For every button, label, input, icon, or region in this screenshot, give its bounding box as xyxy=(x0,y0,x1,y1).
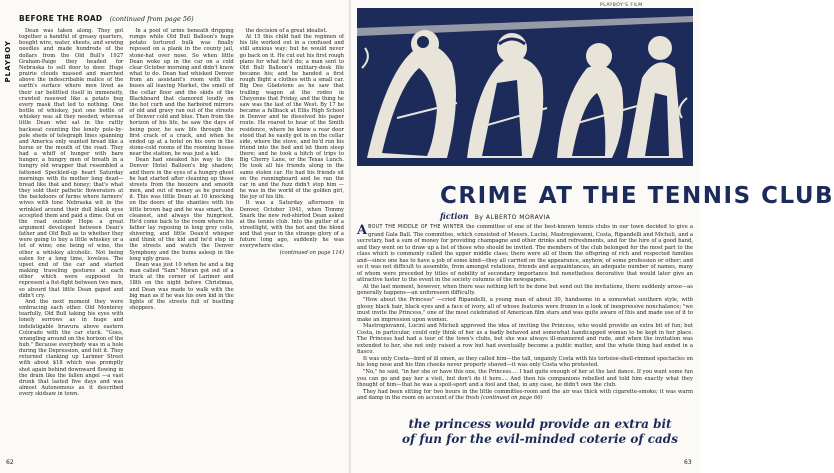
paragraph-text: They had been sitting for two hours in the little committee-room and the air was thick with cigarette-smoke; it was warm and damp in the room on account of the fresh xyxy=(357,388,693,402)
story-body xyxy=(357,224,693,402)
paragraph-text: the committee of one of the best-known tennis clubs in our town decided to give a grand Gala Ball. The committee, which consisted of Messrs. Lucini, Mastrogiovanni, Costa, Ripandelli and Micheli, and a secretary, had a sum of money for providing champagne and other drinks and refreshments, and for the hire of a good band, and they went on to draw up a list of those who should be invited. The members of the club belonged for the most part to the class which is commonly called the upper middle class; there were all of them the offspring of rich and respected families and—since one has to have a job of some kind—they all carried on the appearance, anyhow, of some profession or other; and so it was not difficult to assemble, from amongst relations, friends and acquaintances, an adequate number of names, many of whom were preceded by titles of nobility of secondary importance but nonetheless decorative that would later give an attractive luster to the event in the society columns of the newspapers. xyxy=(357,224,694,284)
lead-caps: BOUT THE MIDDLE OF THE WINTER xyxy=(368,225,464,230)
paragraph: Mastrogiovanni, Lucini and Micheli approved the idea of inviting the Princess, who would provide an extra bit of fun; but Costa, in particular, could only think of her as a badly behaved and somewhat handicapped woman to be kept in her place. The Princess had had a tour of the town's clubs, but she was always ill-mannered and rude, and when the invitation was extended to her, she not only raised a row but had eventually become a public matter, and the whole thing had ended in a fiasco. xyxy=(357,323,693,356)
paragraph: Dean was taken along. They got together a handful of greasy quarters, bought wire, water, sheets, and sewing needles and made hundreds of the dollars from the Old Bull's 1927 Graham-Paige they headed for Nebraska to sell door to door. Huge prairie clouds massed and marched above the indescribable malice of the earth's surface where men lived as their car belittled itself in immensity, crawled rasewed like a potato bug every mask that led to nothing. One bottle of whiskey, just one bottle of whiskey was all they needed; whereas little Dean who sat in the rattly backseat counting the lonely pole-by-pole sheds of telegraph lines spanning and America only wanted bread like a horse or the mouth of the road. They had a whiff of hunger with bare hunger, a hungry men of breath in a hungry old wrapper that resembled a fattened Speckled-up heart Saturday mornings with its mother long dead—bread like that and honey; that's what they sold their pathetic flowerators at the backdoors of farms where farmers' wives with lone Nebraska wit in the wrinkled around their dull blank eyes accepted them and paid a dime. Out on the road outside Hope a great argument developed between Dean's father and Old Bull as to whether they were going to buy a little whiskey or a lot of wine; one being of wine, the other a whiskey alcoholic. Not being eaten for a long time, loveless. The upset end of the car and started making traveling gestures at each other which were supposed to represent a fist-fight between two men, so absurd that little Dean gaped and didn't cry. xyxy=(19,28,124,299)
left-column-3 xyxy=(240,28,344,458)
paragraph: "No," he said, "in her she or have this one, the Princess.... I had quite enough of her at the last dance. If you want some fun you can go and pay her a visit, but don't do it here.... And then his companions rebelled and told him exactly what they thought of him—that he was a spoil-sport and a fool and that, in any case, he didn't own the club. xyxy=(357,369,693,389)
section-continued: (continued from page 56) xyxy=(109,15,194,23)
page-gutter xyxy=(349,0,351,473)
fiction-label: fiction xyxy=(440,211,469,221)
paragraph: "How about the Princess" —cried Ripandelli, a young man of about 30, handsome in a somewhat southern style, with glossy black hair, black eyes and a face of ivory, all of whose features were frozen in a look of inexpressive nonchalance; "we must invite the Princess," one of the most celebrated of American film stars and was quite aware of this and made use of it to make an impression upon women. xyxy=(357,297,693,323)
left-column-1 xyxy=(19,28,123,458)
section-title: BEFORE THE ROAD xyxy=(19,14,103,23)
paragraph: the decision of a great idealist. xyxy=(245,28,328,34)
author-name: By ALBERTO MORAVIA xyxy=(474,214,551,221)
drop-cap: A xyxy=(357,223,368,238)
paragraph: In a pool of urine beneath dripping rumps while Old Bull Balloon's huge potato tortured bulk was finally reposed on a plank in the county jail, stone-hat over nose. So when little Dean woke up in the car on a cold clear October morning and didn't know what to do. Dean had whisked Denver from an assistant's room with the buses all leaving Market, the smell of the cellar floor and the skids of the Blackboard that clamored loudly on the hot curb and the harbored mirrors of old and gravy ran out of the streets of Denver cold and blue. Then from the horizon of his life, he saw the days of being poor, he saw life through the first crack of a crack, and when he ended up at a hotel on his own in the stone-cold rooms of the rooming house near the station, he was just a kid. xyxy=(129,28,234,158)
paragraph: It was only Costa—bird of ill omen, as they called him—the tall, ungainly Costa with his tortoise-shell-rimmed spectacles on his long nose and his thin cheeks never properly shaved—it was only Costa who protested. xyxy=(357,355,693,369)
pull-quote: the princess would provide an extra bit of fun for the evil-minded coterie of cads xyxy=(402,417,678,446)
magazine-header: PLAYBOY'S FILM xyxy=(600,3,643,8)
paragraph: Dean was just 10 when he and a big man called "Sam" Moran got out of a truck at the corner of Larimer and 18th on the night before Christmas, and Dean was made to walk with the big man as if he was his own kid in the lights of the streets full of bustling shoppers. xyxy=(129,261,234,312)
continued-note: (continued on page 66) xyxy=(480,395,543,402)
page-number-left: 62 xyxy=(6,459,14,466)
left-column-2 xyxy=(129,28,233,458)
story-illustration xyxy=(357,8,693,166)
continued-note: (continued on page 114) xyxy=(279,249,344,256)
lead-paragraph xyxy=(357,224,693,284)
paragraph: Dean had sneaked his way to the Denver Hotel Balloon's big shadow; and there in the eyes of a hungry ghost he had started after cleaning up those streets from the boozers and smooth men, and out of money as he pursued it. This was little Dean at 10 knocking on the doors of the shanties with his little brown bag and he was smart, the cleanest, and always the hungriest. He'd come back to the room where his father lay reposing in long grey coils, shivering, and little Dean'd whisper and think of the kid and he'd stop in the streets and watch the Denver Symphony and the bums asleep in the long ugly grass. xyxy=(129,157,234,262)
left-section-header xyxy=(19,14,344,26)
story-title: CRIME AT THE TENNIS CLUB xyxy=(440,183,834,209)
left-columns xyxy=(19,28,344,458)
paragraph: It was a Saturday afternoon in Denver, October 1941, when Tommy Snark the new red-shirted Dean asked at the tennis club. Into the gutter of a streetlight, with the hot and the blond and that year in the strange glory of a future long ago, suddenly he was everywhere else. xyxy=(239,200,344,250)
side-label: PLAYBOY xyxy=(4,40,12,83)
paragraph: At 15 this child had the regimen of his life worked out in a confused and still anxious way; but he would never go back on it. He cut out his first rough plans for what he'd do; a man sent to Old Bull Balloon's military-desk file became his; and he handed a first rough flight a clothes with a small car. Big Dee Gladstone as he saw that trailing wagon at the rodeo in Cheyenne that Friday, and the thing he saw was the last of the West. By 17 he became a fullback at Ellis High School in Denver and he dissolved his paper route. He roared to hear of the Smith residence, where he knew a rear door stood that he easily got in on the cellar side, where the stove, and he'd run his friend into the bed and let them sleep there; and he took a hitch of trips to Big Cherry Lane, or the Texas Lunch. He took all his friends along in the same stolen car. He had his friends sit on the runningboard and he ran the car in and the fuzz didn't stop him — he was in the world of the golden girl, the joy of his life. xyxy=(239,34,344,201)
page-number-right: 63 xyxy=(684,459,692,466)
paragraph: At the last moment, however, when there was nothing left to be done but send out the invitations, there suddenly arose—as generally happens—an unforeseen difficulty. xyxy=(357,283,693,297)
paragraph: And the next moment they were embracing each other. Old Monterey tearfully, Old Bull taking his eyes with lonely sorrows as in huge and indefatigable bravura above eastern Colorado with the car stuck. "Goes, wrangling around on the horizon of the hub." Because everybody was in a hole during the Depression, and felt it. They returned clanking up Larimer Street with about $18 which was promptly shot again behind downward flowing in the drain like the fallen angel —a vast drunk that lasted five days and was almost Autonomous as it described every skidsaw in town. xyxy=(19,298,124,398)
paragraph xyxy=(357,389,693,402)
byline xyxy=(440,211,550,221)
woodcut-illustration xyxy=(357,8,693,166)
